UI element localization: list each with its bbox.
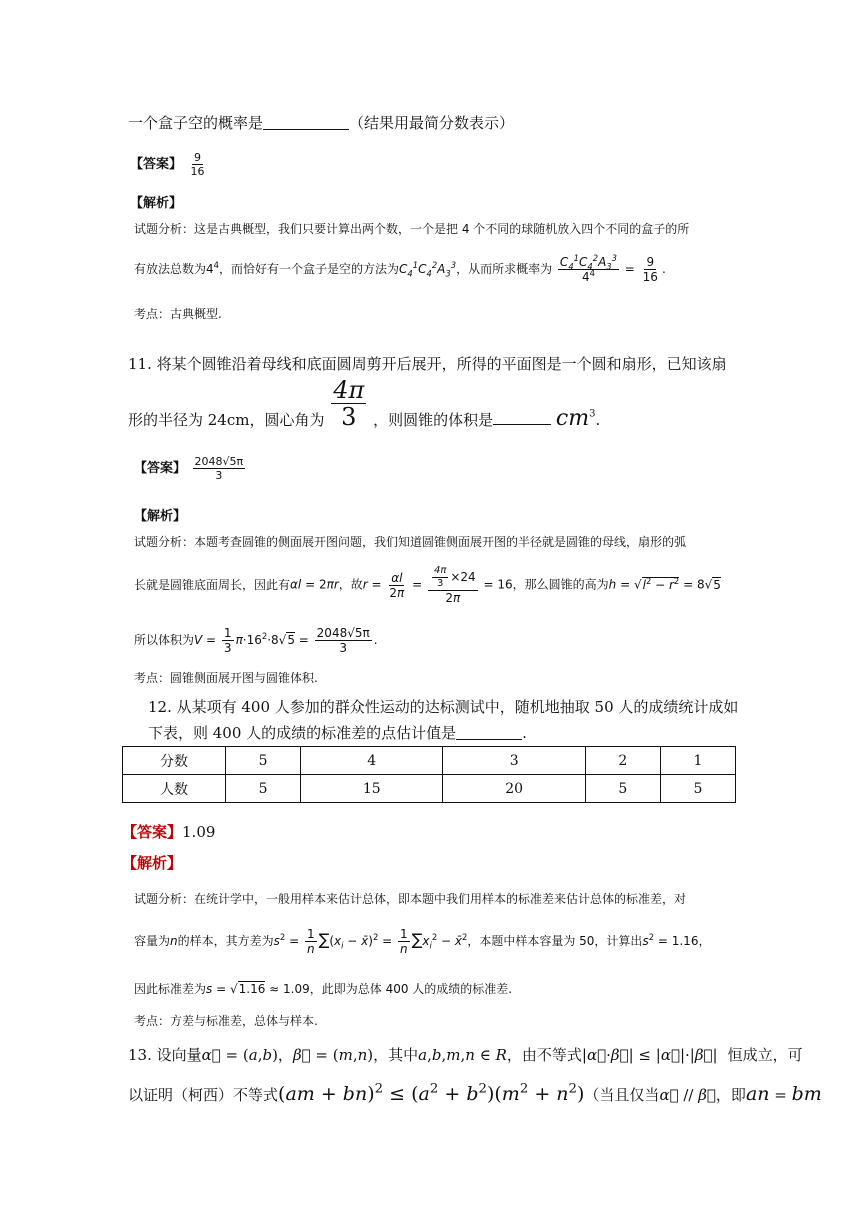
q12-analysis-label: 【解析】: [122, 854, 183, 872]
q12-kaodian: 考点：方差与标准差，总体与样本.: [134, 1014, 318, 1028]
q13-stem-line1: 13. 设向量α⃗ = (a,b)，β⃗ = (m,n)，其中a,b,m,n ∈ R，由不等式|α⃗·β⃗| ≤ |α⃗|·|β⃗| 恒成立，可: [128, 1046, 803, 1064]
answer-label: 【答案】: [134, 461, 187, 476]
table-row-counts: [123, 775, 736, 803]
table-cell: 15: [301, 775, 443, 803]
table-cell: 5: [226, 775, 301, 803]
q11-explanation-line1: 试题分析：本题考查圆锥的侧面展开图问题，我们知道圆锥侧面展开图的半径就是圆锥的母线，扇形的弧: [134, 535, 687, 549]
table-cell: 2: [585, 747, 660, 775]
table-row-scores: [123, 747, 736, 775]
one-third: $\frac{1}{3}$: [223, 626, 232, 655]
score-table: [122, 746, 736, 803]
answer-label: 【答案】: [130, 157, 183, 172]
q12-stem-line1: 12. 从某项有 400 人参加的群众性运动的达标测试中，随机地抽取 50 人的成绩统计成如: [148, 698, 739, 716]
q10-line1: [128, 112, 514, 133]
radius-fraction-1: $\frac{\alpha l}{2\pi}$: [389, 570, 405, 600]
q10-explanation-line2: 有放法总数为$4^4$，而恰好有一个盒子是空的方法为$C_4^1C_4^2A_3^3$，从而所求概率为 $\frac{C_4^1C_4^2A_3^3}{4^4}$ = $\frac{9}{16}$ .: [134, 253, 666, 284]
table-header-score: 分数: [123, 747, 226, 775]
answer-blank: [263, 115, 349, 130]
probability-result: $\frac{9}{16}$: [642, 255, 658, 284]
q10-answer: [130, 152, 209, 177]
table-cell: 3: [443, 747, 585, 775]
volume-result: $\frac{2048√5\pi}{3}$: [316, 626, 370, 655]
q11-explanation-line2: 长就是圆锥底面周长，因此有αl = 2πr，故r = $\frac{\alpha l}{2\pi}$ = $\frac{4\pi}{3}$ ×24 2π = 16，那么圆锥的高为$h = √l^2 - r^2 = 8√5$: [134, 565, 721, 605]
radius-fraction-2: $\frac{4\pi}{3}$ ×24 2π: [428, 566, 478, 604]
q10-explanation-line1: 试题分析：这是古典概型，我们只要计算出两个数，一个是把 4 个不同的球随机放入四个不同的盒子的所: [134, 222, 690, 236]
combination-formula: $C_4^1C_4^2A_3^3$: [399, 260, 457, 279]
central-angle-fraction: $\frac{4\pi}{3}$: [333, 376, 365, 431]
one-over-n: $\frac{1}{n}$: [306, 927, 315, 956]
q12-explanation-line3: 因此标准差为s = √1.16 ≈ 1.09，此即为总体 400 人的成绩的标准差.: [134, 982, 513, 996]
table-cell: 5: [660, 775, 735, 803]
q11-stem-line1: 11. 将某个圆锥沿着母线和底面圆周剪开后展开，所得的平面图是一个圆和扇形，已知该扇: [128, 355, 727, 373]
table-cell: 1: [660, 747, 735, 775]
arc-length-equation: αl: [290, 577, 302, 592]
q12-stem-line2: 下表，则 400 人的成绩的标准差的点估计值是 .: [148, 724, 527, 742]
q11-kaodian: 考点：圆锥侧面展开图与圆锥体积.: [134, 671, 318, 685]
answer-value: 1.09: [182, 823, 216, 841]
table-cell: 5: [226, 747, 301, 775]
q11-analysis-label: 【解析】: [134, 509, 187, 524]
exponent: 4: [213, 260, 219, 270]
q10-analysis-label: 【解析】: [130, 196, 183, 211]
q12-explanation-line2: 容量为n的样本，其方差为$s^2$ = $\frac{1}{n}$ $\sum(x_i$ − x̄)$^2$ = $\frac{1}{n}$ $\sum x_i^2$ − x̄$^2$，本题中样本容量为 50，计算出$s^2 = 1.16$，: [134, 927, 711, 956]
answer-blank: [456, 725, 522, 740]
table-header-count: 人数: [123, 775, 226, 803]
q12-answer: [122, 821, 215, 842]
answer-blank: [493, 410, 551, 425]
q11-explanation-line3: 所以体积为V = $\frac{1}{3}$ $\pi\cdot 16^2\cdot 8√5$ = $\frac{2048√5\pi}{3}$ .: [134, 626, 378, 655]
answer-fraction: $\frac{2048√5\pi}{3}$: [194, 455, 244, 482]
table-cell: 5: [585, 775, 660, 803]
q10-hint: （结果用最简分数表示）: [349, 114, 515, 132]
unit-cm: $cm^3$: [555, 405, 596, 431]
probability-fraction: $\frac{C_4^1C_4^2A_3^3}{4^4}$: [559, 253, 617, 284]
answer-label: 【答案】: [122, 823, 183, 841]
q11-answer: [134, 456, 247, 481]
table-cell: 4: [301, 747, 443, 775]
q12-explanation-line1: 试题分析：在统计学中，一般用样本来估计总体，即本题中我们用样本的标准差来估计总体的标准差，对: [134, 892, 687, 906]
one-over-n: $\frac{1}{n}$: [400, 927, 408, 956]
count-base: 4: [206, 262, 214, 276]
q11-stem-line2: 形的半径为 24cm，圆心角为 $\frac{4\pi}{3}$ ，则圆锥的体积是 $cm^3$.: [128, 376, 601, 431]
q10-stem-text: 一个盒子空的概率是: [128, 114, 264, 132]
q10-kaodian: 考点：古典概型.: [134, 307, 222, 321]
q13-stem-line2: 以证明（柯西）不等式$(am + bn)^2 \le (a^2 + b^2)(m^2 + n^2)$（当且仅当α⃗ // β⃗，即an = bm: [128, 1081, 822, 1105]
table-cell: 20: [443, 775, 585, 803]
answer-fraction: $\frac{9}{16}$: [190, 151, 205, 178]
